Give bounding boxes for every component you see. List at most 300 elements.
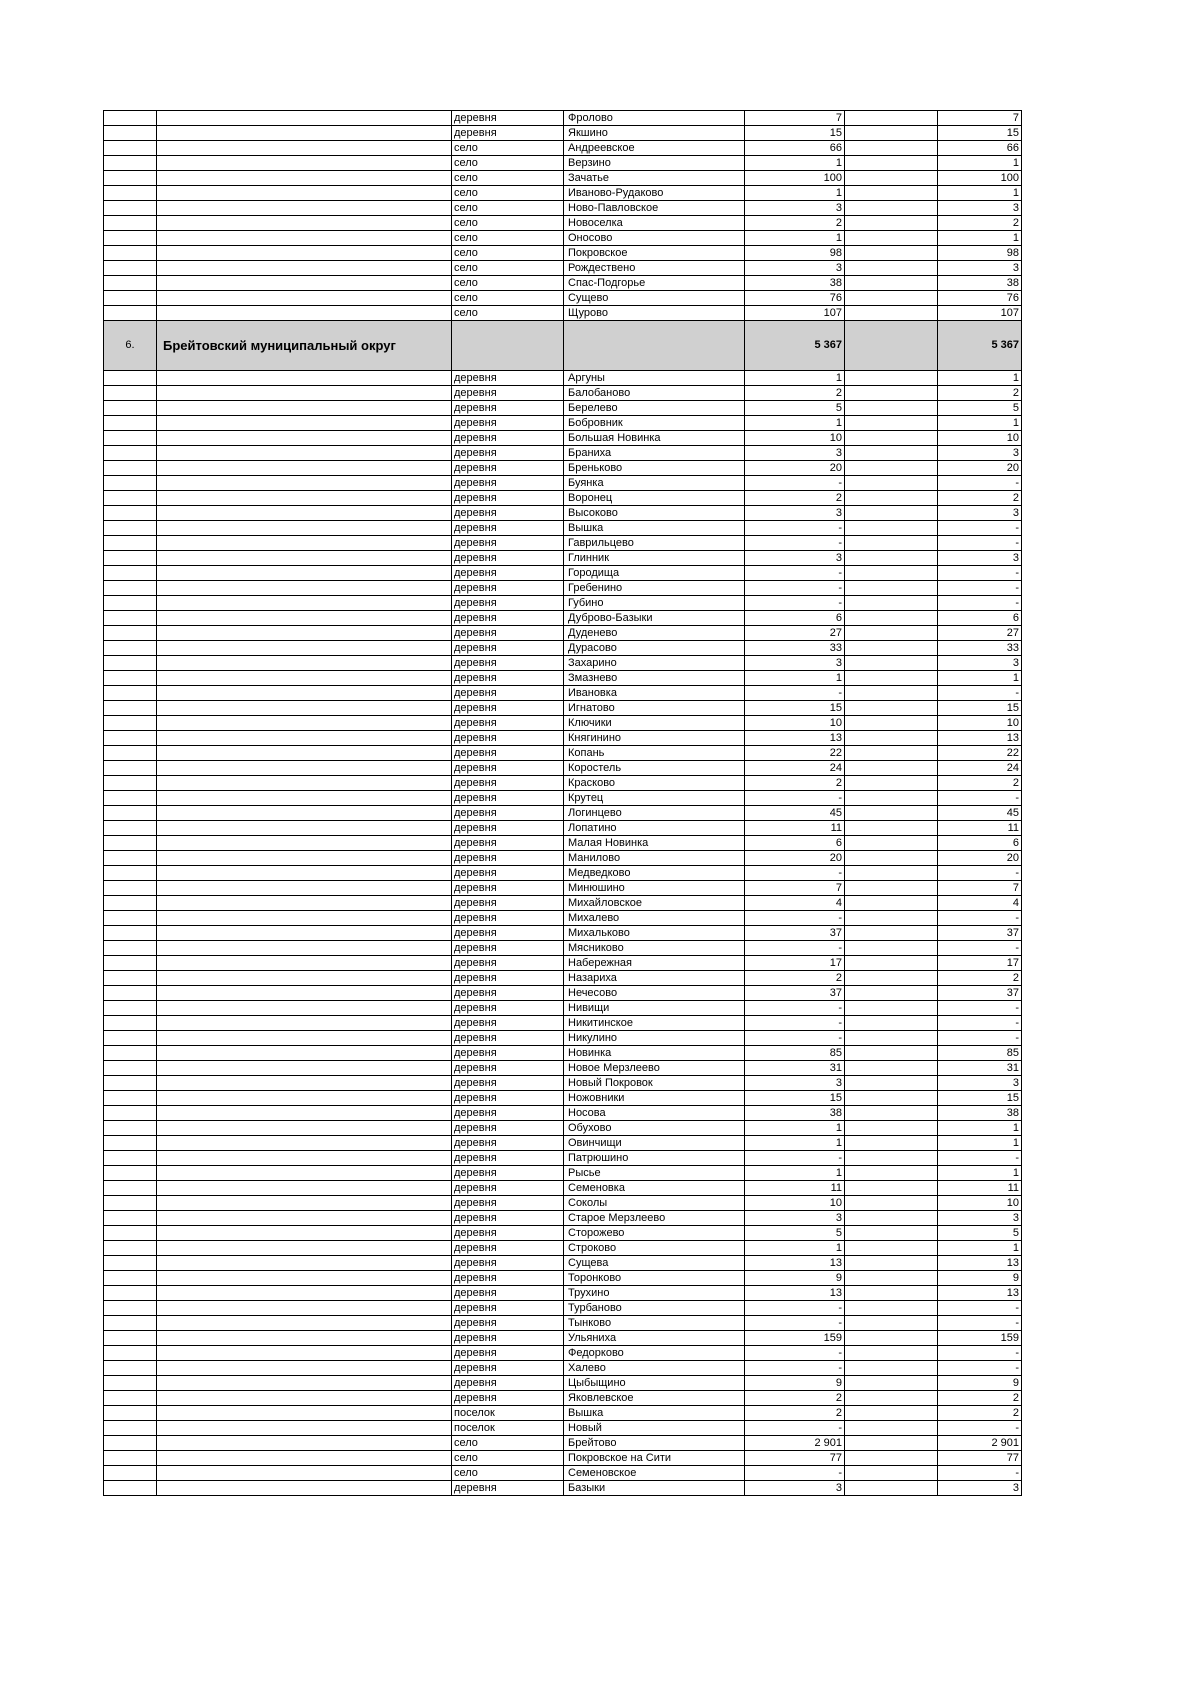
cell-index bbox=[104, 626, 157, 641]
cell-value-a: 15 bbox=[745, 126, 845, 141]
cell-value-b: 27 bbox=[938, 626, 1022, 641]
cell-district bbox=[157, 716, 452, 731]
cell-value-b: 66 bbox=[938, 141, 1022, 156]
cell-settlement-name: Ново-Павловское bbox=[564, 201, 745, 216]
cell-settlement-name: Покровское на Сити bbox=[564, 1451, 745, 1466]
cell-settlement-name: Высоково bbox=[564, 506, 745, 521]
cell-value-a: 107 bbox=[745, 306, 845, 321]
cell-index bbox=[104, 806, 157, 821]
table-row bbox=[104, 1166, 1022, 1181]
cell-empty bbox=[845, 686, 938, 701]
cell-district bbox=[157, 111, 452, 126]
table-row bbox=[104, 1286, 1022, 1301]
cell-value-a: 2 bbox=[745, 1391, 845, 1406]
cell-index bbox=[104, 491, 157, 506]
cell-value-b: 20 bbox=[938, 851, 1022, 866]
cell-index bbox=[104, 276, 157, 291]
cell-district bbox=[157, 186, 452, 201]
table-row bbox=[104, 1121, 1022, 1136]
cell-district bbox=[157, 1076, 452, 1091]
cell-value-b: 1 bbox=[938, 1136, 1022, 1151]
cell-empty bbox=[845, 1016, 938, 1031]
cell-value-b: 107 bbox=[938, 306, 1022, 321]
cell-district bbox=[157, 291, 452, 306]
cell-district bbox=[157, 941, 452, 956]
cell-empty bbox=[845, 461, 938, 476]
cell-value-a: 10 bbox=[745, 431, 845, 446]
cell-settlement-type: деревня bbox=[452, 956, 564, 971]
cell-empty bbox=[845, 1211, 938, 1226]
cell-value-b: 10 bbox=[938, 716, 1022, 731]
cell-settlement-type: деревня bbox=[452, 126, 564, 141]
cell-settlement-name: Мясниково bbox=[564, 941, 745, 956]
table-row bbox=[104, 776, 1022, 791]
cell-district bbox=[157, 821, 452, 836]
cell-index bbox=[104, 641, 157, 656]
cell-index bbox=[104, 986, 157, 1001]
cell-value-a: 10 bbox=[745, 1196, 845, 1211]
cell-district bbox=[157, 1001, 452, 1016]
cell-district bbox=[157, 231, 452, 246]
cell-empty bbox=[845, 416, 938, 431]
table-row bbox=[104, 276, 1022, 291]
cell-empty bbox=[845, 881, 938, 896]
settlements-table bbox=[103, 110, 1022, 1496]
table-row bbox=[104, 1136, 1022, 1151]
cell-value-a: 20 bbox=[745, 851, 845, 866]
cell-value-b: 100 bbox=[938, 171, 1022, 186]
cell-district bbox=[157, 1256, 452, 1271]
cell-settlement-name: Городища bbox=[564, 566, 745, 581]
section-index: 6. bbox=[104, 321, 157, 371]
cell-index bbox=[104, 291, 157, 306]
cell-index bbox=[104, 246, 157, 261]
cell-district bbox=[157, 216, 452, 231]
cell-index bbox=[104, 776, 157, 791]
cell-settlement-type: деревня bbox=[452, 716, 564, 731]
cell-value-a: - bbox=[745, 596, 845, 611]
cell-empty bbox=[845, 866, 938, 881]
table-row bbox=[104, 111, 1022, 126]
table-row bbox=[104, 1076, 1022, 1091]
cell-value-b: - bbox=[938, 1361, 1022, 1376]
cell-district bbox=[157, 461, 452, 476]
cell-settlement-name: Дуденево bbox=[564, 626, 745, 641]
cell-settlement-name: Красково bbox=[564, 776, 745, 791]
cell-empty bbox=[845, 521, 938, 536]
cell-value-b: 3 bbox=[938, 1481, 1022, 1496]
cell-value-b: - bbox=[938, 566, 1022, 581]
cell-settlement-type: деревня bbox=[452, 761, 564, 776]
cell-value-b: 3 bbox=[938, 446, 1022, 461]
cell-value-b: 7 bbox=[938, 881, 1022, 896]
table-row bbox=[104, 1256, 1022, 1271]
cell-value-a: 6 bbox=[745, 611, 845, 626]
cell-empty bbox=[845, 746, 938, 761]
cell-settlement-name: Верзино bbox=[564, 156, 745, 171]
cell-value-a: 2 bbox=[745, 1406, 845, 1421]
cell-settlement-type: деревня bbox=[452, 1481, 564, 1496]
cell-value-a: 3 bbox=[745, 1481, 845, 1496]
table-row bbox=[104, 1346, 1022, 1361]
cell-district bbox=[157, 1091, 452, 1106]
cell-district bbox=[157, 566, 452, 581]
cell-settlement-name: Рысье bbox=[564, 1166, 745, 1181]
cell-value-b: 3 bbox=[938, 551, 1022, 566]
cell-settlement-type: деревня bbox=[452, 476, 564, 491]
cell-empty bbox=[845, 186, 938, 201]
cell-empty bbox=[845, 761, 938, 776]
cell-district bbox=[157, 476, 452, 491]
table-row bbox=[104, 1316, 1022, 1331]
cell-index bbox=[104, 701, 157, 716]
cell-empty bbox=[845, 1061, 938, 1076]
cell-settlement-type: село bbox=[452, 156, 564, 171]
cell-settlement-name: Копань bbox=[564, 746, 745, 761]
cell-value-b: 2 bbox=[938, 1391, 1022, 1406]
cell-settlement-type: деревня bbox=[452, 1301, 564, 1316]
cell-value-a: - bbox=[745, 1346, 845, 1361]
cell-index bbox=[104, 821, 157, 836]
settlements-table-sheet bbox=[103, 110, 1021, 1496]
cell-settlement-name: Глинник bbox=[564, 551, 745, 566]
cell-settlement-type: деревня bbox=[452, 686, 564, 701]
cell-district bbox=[157, 1031, 452, 1046]
cell-index bbox=[104, 611, 157, 626]
cell-value-a: 100 bbox=[745, 171, 845, 186]
cell-value-a: 1 bbox=[745, 371, 845, 386]
cell-value-b: 15 bbox=[938, 701, 1022, 716]
cell-value-b: 37 bbox=[938, 986, 1022, 1001]
cell-value-a: - bbox=[745, 1316, 845, 1331]
cell-empty bbox=[845, 1436, 938, 1451]
cell-empty bbox=[845, 1301, 938, 1316]
cell-settlement-name: Покровское bbox=[564, 246, 745, 261]
cell-district bbox=[157, 1346, 452, 1361]
cell-value-a: 31 bbox=[745, 1061, 845, 1076]
cell-settlement-type: деревня bbox=[452, 611, 564, 626]
cell-index bbox=[104, 581, 157, 596]
cell-settlement-name: Соколы bbox=[564, 1196, 745, 1211]
table-row bbox=[104, 836, 1022, 851]
cell-settlement-type: деревня bbox=[452, 401, 564, 416]
cell-empty bbox=[845, 1421, 938, 1436]
cell-settlement-name: Ножовники bbox=[564, 1091, 745, 1106]
cell-district bbox=[157, 881, 452, 896]
table-row bbox=[104, 1331, 1022, 1346]
table-row bbox=[104, 1226, 1022, 1241]
cell-settlement-name: Бобровник bbox=[564, 416, 745, 431]
cell-settlement-type: деревня bbox=[452, 1316, 564, 1331]
cell-settlement-type: село bbox=[452, 291, 564, 306]
cell-settlement-type: деревня bbox=[452, 111, 564, 126]
cell-settlement-type: село bbox=[452, 186, 564, 201]
cell-district bbox=[157, 1361, 452, 1376]
cell-index bbox=[104, 1001, 157, 1016]
cell-index bbox=[104, 1421, 157, 1436]
cell-settlement-type: деревня bbox=[452, 1106, 564, 1121]
table-row bbox=[104, 446, 1022, 461]
cell-settlement-type: деревня bbox=[452, 1091, 564, 1106]
table-row bbox=[104, 1181, 1022, 1196]
cell-empty bbox=[845, 911, 938, 926]
cell-settlement-type: село bbox=[452, 276, 564, 291]
table-row bbox=[104, 671, 1022, 686]
cell-settlement-name: Щурово bbox=[564, 306, 745, 321]
cell-value-b: 2 bbox=[938, 491, 1022, 506]
cell-settlement-name: Назариха bbox=[564, 971, 745, 986]
cell-empty bbox=[845, 1031, 938, 1046]
table-row bbox=[104, 201, 1022, 216]
cell-value-b: 2 bbox=[938, 776, 1022, 791]
cell-index bbox=[104, 1166, 157, 1181]
cell-index bbox=[104, 171, 157, 186]
cell-value-a: 5 bbox=[745, 401, 845, 416]
cell-value-a: 5 bbox=[745, 1226, 845, 1241]
table-row bbox=[104, 1466, 1022, 1481]
cell-empty bbox=[845, 156, 938, 171]
cell-index bbox=[104, 1406, 157, 1421]
section-row bbox=[104, 321, 1022, 371]
table-row bbox=[104, 581, 1022, 596]
cell-index bbox=[104, 896, 157, 911]
cell-value-a: 3 bbox=[745, 551, 845, 566]
cell-value-a: - bbox=[745, 1031, 845, 1046]
cell-index bbox=[104, 746, 157, 761]
cell-value-a: 15 bbox=[745, 1091, 845, 1106]
cell-value-a: 38 bbox=[745, 1106, 845, 1121]
table-row bbox=[104, 1406, 1022, 1421]
cell-district bbox=[157, 1436, 452, 1451]
cell-value-a: 27 bbox=[745, 626, 845, 641]
cell-settlement-type: деревня bbox=[452, 1361, 564, 1376]
cell-district bbox=[157, 1391, 452, 1406]
cell-district bbox=[157, 201, 452, 216]
cell-value-a: 3 bbox=[745, 656, 845, 671]
cell-settlement-name: Логинцево bbox=[564, 806, 745, 821]
cell-index bbox=[104, 1031, 157, 1046]
cell-value-b: 1 bbox=[938, 1241, 1022, 1256]
cell-settlement-type: деревня bbox=[452, 1331, 564, 1346]
cell-settlement-type: деревня bbox=[452, 1076, 564, 1091]
cell-index bbox=[104, 761, 157, 776]
cell-settlement-type: деревня bbox=[452, 491, 564, 506]
cell-settlement-type: деревня bbox=[452, 671, 564, 686]
cell-index bbox=[104, 111, 157, 126]
table-row bbox=[104, 1391, 1022, 1406]
cell-settlement-type: деревня bbox=[452, 1241, 564, 1256]
table-row bbox=[104, 866, 1022, 881]
cell-value-b: 85 bbox=[938, 1046, 1022, 1061]
table-row bbox=[104, 1301, 1022, 1316]
cell-settlement-type: деревня bbox=[452, 506, 564, 521]
table-row bbox=[104, 701, 1022, 716]
cell-empty bbox=[845, 446, 938, 461]
cell-value-b: 159 bbox=[938, 1331, 1022, 1346]
cell-empty bbox=[845, 731, 938, 746]
cell-index bbox=[104, 231, 157, 246]
table-row bbox=[104, 956, 1022, 971]
table-row bbox=[104, 596, 1022, 611]
cell-value-a: 13 bbox=[745, 731, 845, 746]
cell-empty bbox=[845, 821, 938, 836]
cell-district bbox=[157, 1181, 452, 1196]
cell-value-a: 7 bbox=[745, 111, 845, 126]
cell-settlement-type: деревня bbox=[452, 566, 564, 581]
cell-value-b: 11 bbox=[938, 821, 1022, 836]
cell-empty bbox=[845, 836, 938, 851]
cell-settlement-name: Ульяниха bbox=[564, 1331, 745, 1346]
table-row bbox=[104, 551, 1022, 566]
cell-settlement-type: деревня bbox=[452, 881, 564, 896]
cell-empty bbox=[845, 1466, 938, 1481]
cell-index bbox=[104, 446, 157, 461]
table-row bbox=[104, 401, 1022, 416]
cell-district bbox=[157, 446, 452, 461]
cell-settlement-name: Нивищи bbox=[564, 1001, 745, 1016]
cell-value-a: - bbox=[745, 1361, 845, 1376]
cell-district bbox=[157, 1376, 452, 1391]
cell-value-b: - bbox=[938, 911, 1022, 926]
table-row bbox=[104, 896, 1022, 911]
cell-settlement-name: Якшино bbox=[564, 126, 745, 141]
cell-index bbox=[104, 836, 157, 851]
cell-settlement-type: деревня bbox=[452, 551, 564, 566]
table-row bbox=[104, 1016, 1022, 1031]
cell-district bbox=[157, 731, 452, 746]
table-row bbox=[104, 911, 1022, 926]
cell-value-a: 1 bbox=[745, 186, 845, 201]
cell-value-b: 37 bbox=[938, 926, 1022, 941]
cell-settlement-name: Михальково bbox=[564, 926, 745, 941]
cell-empty bbox=[845, 626, 938, 641]
cell-empty bbox=[845, 716, 938, 731]
cell-value-b: 38 bbox=[938, 276, 1022, 291]
cell-empty bbox=[845, 246, 938, 261]
cell-index bbox=[104, 1241, 157, 1256]
cell-value-b: 1 bbox=[938, 186, 1022, 201]
cell-empty bbox=[845, 971, 938, 986]
cell-index bbox=[104, 1316, 157, 1331]
cell-value-b: - bbox=[938, 1301, 1022, 1316]
cell-value-b: 9 bbox=[938, 1376, 1022, 1391]
cell-settlement-name: Старое Мерзлеево bbox=[564, 1211, 745, 1226]
cell-empty bbox=[845, 581, 938, 596]
cell-settlement-name: Базыки bbox=[564, 1481, 745, 1496]
table-row bbox=[104, 1481, 1022, 1496]
cell-settlement-type: деревня bbox=[452, 1136, 564, 1151]
cell-district bbox=[157, 791, 452, 806]
cell-settlement-name: Гаврильцево bbox=[564, 536, 745, 551]
cell-settlement-type: деревня bbox=[452, 1121, 564, 1136]
cell-value-b: 1 bbox=[938, 231, 1022, 246]
cell-value-a: 1 bbox=[745, 231, 845, 246]
cell-value-a: 2 bbox=[745, 216, 845, 231]
cell-value-b: - bbox=[938, 1031, 1022, 1046]
cell-settlement-name: Вышка bbox=[564, 1406, 745, 1421]
table-row bbox=[104, 416, 1022, 431]
cell-settlement-name: Торонково bbox=[564, 1271, 745, 1286]
cell-index bbox=[104, 971, 157, 986]
cell-empty bbox=[845, 701, 938, 716]
table-row bbox=[104, 761, 1022, 776]
cell-settlement-type: деревня bbox=[452, 836, 564, 851]
table-row bbox=[104, 491, 1022, 506]
table-row bbox=[104, 806, 1022, 821]
cell-value-b: - bbox=[938, 1346, 1022, 1361]
cell-value-a: - bbox=[745, 1151, 845, 1166]
cell-district bbox=[157, 1151, 452, 1166]
cell-district bbox=[157, 1286, 452, 1301]
cell-value-b: - bbox=[938, 1421, 1022, 1436]
cell-value-a: 2 bbox=[745, 491, 845, 506]
table-row bbox=[104, 746, 1022, 761]
cell-value-b: 5 bbox=[938, 1226, 1022, 1241]
cell-index bbox=[104, 1211, 157, 1226]
cell-district bbox=[157, 806, 452, 821]
cell-value-b: - bbox=[938, 581, 1022, 596]
cell-empty bbox=[845, 776, 938, 791]
cell-value-a: 45 bbox=[745, 806, 845, 821]
cell-settlement-type: деревня bbox=[452, 1166, 564, 1181]
cell-empty bbox=[845, 956, 938, 971]
cell-index bbox=[104, 1076, 157, 1091]
cell-settlement-name: Патрюшино bbox=[564, 1151, 745, 1166]
table-row bbox=[104, 171, 1022, 186]
cell-empty bbox=[845, 1106, 938, 1121]
cell-value-a: 10 bbox=[745, 716, 845, 731]
cell-index bbox=[104, 371, 157, 386]
cell-empty bbox=[845, 791, 938, 806]
cell-district bbox=[157, 611, 452, 626]
table-row bbox=[104, 1241, 1022, 1256]
cell-settlement-type: деревня bbox=[452, 386, 564, 401]
cell-index bbox=[104, 261, 157, 276]
cell-value-a: - bbox=[745, 1421, 845, 1436]
table-row bbox=[104, 1376, 1022, 1391]
table-row bbox=[104, 1106, 1022, 1121]
cell-index bbox=[104, 201, 157, 216]
cell-value-b: 9 bbox=[938, 1271, 1022, 1286]
cell-settlement-type: деревня bbox=[452, 896, 564, 911]
cell-empty bbox=[845, 1376, 938, 1391]
cell-index bbox=[104, 1481, 157, 1496]
cell-settlement-name: Брейтово bbox=[564, 1436, 745, 1451]
cell-settlement-name: Гребенино bbox=[564, 581, 745, 596]
cell-settlement-type: деревня bbox=[452, 1256, 564, 1271]
cell-index bbox=[104, 401, 157, 416]
cell-value-b: 2 901 bbox=[938, 1436, 1022, 1451]
cell-empty bbox=[845, 941, 938, 956]
cell-settlement-type: деревня bbox=[452, 986, 564, 1001]
cell-index bbox=[104, 596, 157, 611]
cell-empty bbox=[845, 806, 938, 821]
cell-settlement-type: деревня bbox=[452, 866, 564, 881]
cell-settlement-name: Балобаново bbox=[564, 386, 745, 401]
cell-settlement-type: деревня bbox=[452, 731, 564, 746]
cell-value-a: 98 bbox=[745, 246, 845, 261]
cell-value-b: 2 bbox=[938, 216, 1022, 231]
section-empty-type bbox=[452, 321, 564, 371]
cell-empty bbox=[845, 986, 938, 1001]
cell-index bbox=[104, 1121, 157, 1136]
cell-settlement-name: Новоселка bbox=[564, 216, 745, 231]
cell-empty bbox=[845, 1346, 938, 1361]
cell-settlement-name: Фролово bbox=[564, 111, 745, 126]
cell-district bbox=[157, 1466, 452, 1481]
cell-value-a: 1 bbox=[745, 156, 845, 171]
cell-district bbox=[157, 851, 452, 866]
